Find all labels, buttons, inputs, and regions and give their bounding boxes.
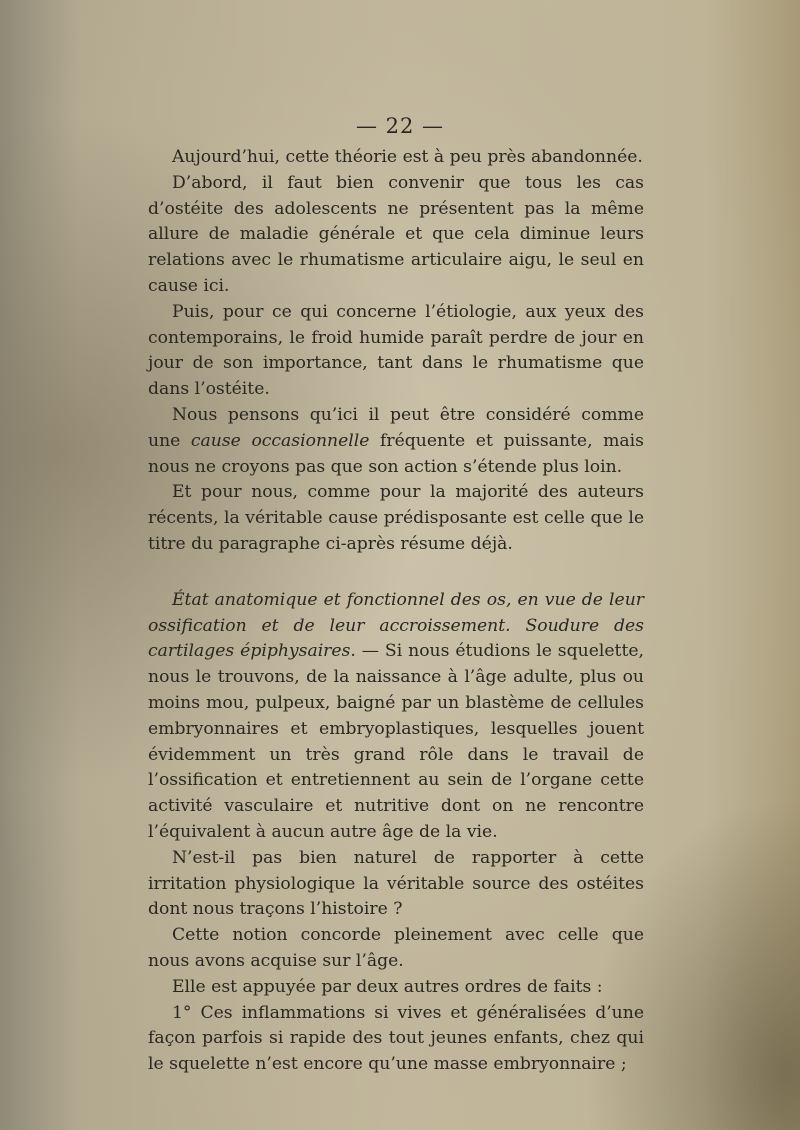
paragraph-7: Cette notion concorde pleinement avec celle que nous avons acquise sur l’âge. (148, 925, 644, 971)
paragraph-6: N’est-il pas bien naturel de rapporter à cette irritation physiologique la véritable source des ostéites dont nous traçons l’histoire ? (148, 847, 644, 920)
paragraph-1: Aujourd’hui, cette théorie est à peu près abandonnée. (172, 147, 643, 167)
section-title: État anatomique et fonctionnel des os, en vue de leur ossification et de leur accroissement. Soudure des cartilages épiphysaires. (148, 589, 644, 662)
page-number: — 22 — (355, 114, 445, 138)
paragraph-8: Elle est appuyée par deux autres ordres de faits : (172, 976, 603, 997)
paragraph-4-start: Nous pensons qu’ici il peut être considéré comme une (148, 404, 644, 451)
paragraph-4-italic: cause occasionnelle (190, 430, 370, 451)
paragraph-9: 1° Ces inflammations si vives et généralisées d’une façon parfois si rapide des tout jeunes enfants, chez qui le squelette n’est encore qu’une masse embryonnaire ; (148, 1002, 644, 1075)
paragraph-4 (148, 403, 644, 480)
paragraph-4-end: fréquente et puissante, mais nous ne croyons pas que son action s’étende plus loin. (148, 430, 644, 477)
section-gap (148, 558, 644, 588)
section-body: — Si nous étudions le squelette, nous le trouvons, de la naissance à l’âge adulte, plus ou moins mou, pulpeux, baigné par un blastème de cellules embryonnaires et embryoplastiques, lesquelles jouent évidemment un très grand rôle dans le travail de l’ossification et entretiennent au sein de l’organe cette activité vasculaire et nutritive dont on ne rencontre l’équivalent à aucun autre âge de la vie. (148, 641, 644, 842)
paragraph-3: Puis, pour ce qui concerne l’étiologie, aux yeux des contemporains, le froid humide paraît perdre de jour en jour de son importance, tant dans le rhumatisme que dans l’ostéite. (148, 301, 644, 400)
section-paragraph (148, 588, 644, 846)
page-body (148, 145, 644, 1078)
paragraph-2: D’abord, il faut bien convenir que tous les cas d’ostéite des adolescents ne présentent pas la même allure de maladie générale et que cela diminue leurs relations avec le rhumatisme articulaire aigu, le seul en cause ici. (148, 172, 644, 296)
paragraph-5: Et pour nous, comme pour la majorité des auteurs récents, la véritable cause prédisposante est celle que le titre du paragraphe ci-après résume déjà. (148, 482, 644, 554)
